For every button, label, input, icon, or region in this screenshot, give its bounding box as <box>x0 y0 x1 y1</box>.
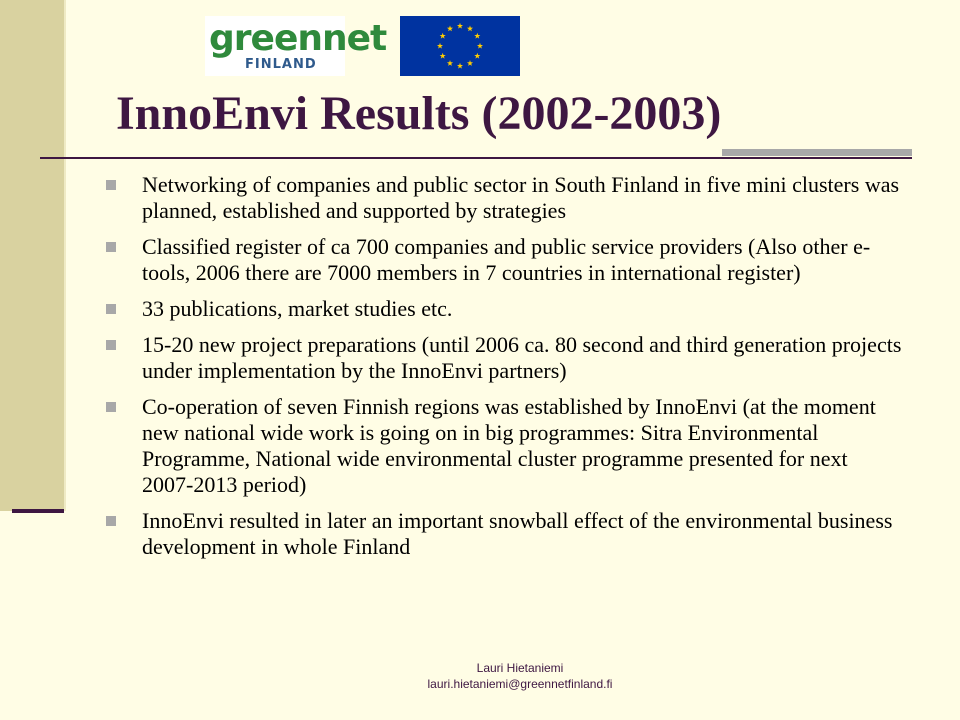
bullet-item <box>104 332 904 384</box>
bullet-text: 15-20 new project preparations (until 2006 ca. 80 second and third generation projects under implementation by the InnoEnvi partners) <box>142 332 902 383</box>
bullet-marker-icon <box>106 242 116 252</box>
bullet-list <box>104 172 904 570</box>
bullet-text: Networking of companies and public sector in South Finland in five mini clusters was planned, established and supported by strategies <box>142 172 900 223</box>
bullet-item <box>104 172 904 224</box>
bullet-marker-icon <box>106 180 116 190</box>
title-accent-bar <box>722 149 912 156</box>
logo-subtitle: FINLAND <box>245 57 317 72</box>
footer <box>380 660 660 692</box>
sidebar-decoration <box>0 0 64 511</box>
bullet-text: Classified register of ca 700 companies and public service providers (Also other e-tools, 2006 there are 7000 members in 7 countries in international register) <box>142 234 871 285</box>
eu-flag-icon <box>400 16 520 76</box>
bullet-marker-icon <box>106 340 116 350</box>
footer-author: Lauri Hietaniemi <box>476 661 564 675</box>
bullet-text: Co-operation of seven Finnish regions was established by InnoEnvi (at the moment new national wide work is going on in big programmes: Sitra Environmental Programme, National wide environmental cluster programme presented for next 2007-2013 period) <box>142 394 876 497</box>
bullet-text: 33 publications, market studies etc. <box>142 296 453 321</box>
bullet-marker-icon <box>106 516 116 526</box>
sidebar-rule <box>12 509 64 513</box>
sidebar-stripe <box>64 0 66 511</box>
bullet-item <box>104 508 904 560</box>
slide-title: InnoEnvi Results (2002-2003) <box>116 87 722 140</box>
bullet-item <box>104 394 904 498</box>
logo-wordmark: greennet <box>209 18 387 59</box>
greennet-finland-logo <box>205 16 387 76</box>
title-underline <box>40 157 912 159</box>
bullet-item <box>104 296 904 322</box>
footer-email: lauri.hietaniemi@greennetfinland.fi <box>427 677 613 691</box>
bullet-marker-icon <box>106 402 116 412</box>
bullet-item <box>104 234 904 286</box>
bullet-marker-icon <box>106 304 116 314</box>
bullet-text: InnoEnvi resulted in later an important snowball effect of the environmental business development in whole Finland <box>142 508 893 559</box>
